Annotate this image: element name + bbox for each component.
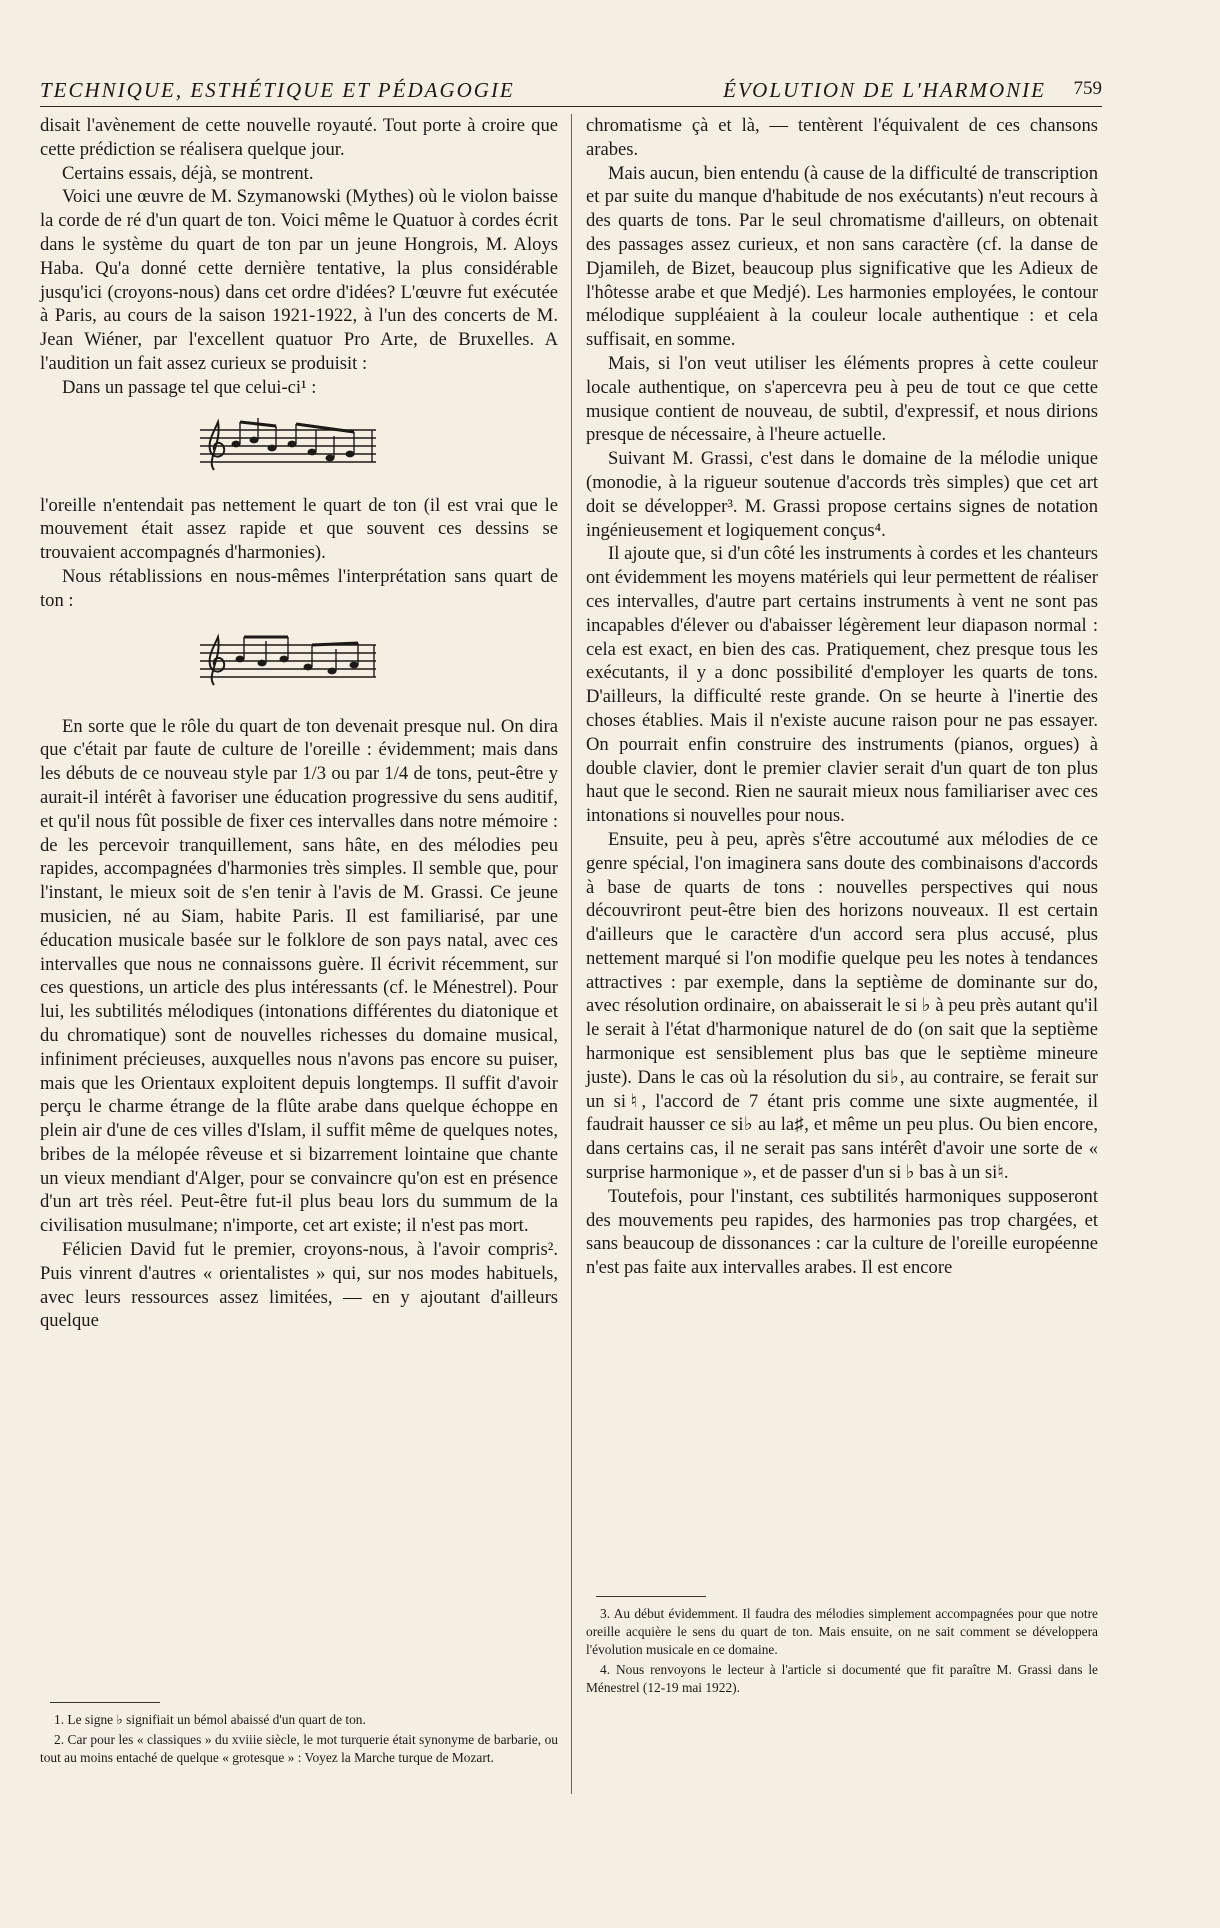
paragraph: Nous rétablissions en nous-mêmes l'interprétation sans quart de ton :: [40, 565, 558, 611]
footnotes-right: [586, 1596, 1098, 1699]
footnote-rule: [50, 1702, 160, 1703]
paragraph: Voici une œuvre de M. Szymanowski (Mythes) où le violon baisse la corde de ré d'un quart de ton. Voici même le Quatuor à cordes écrit dans le système du quart de ton par un jeune Hongrois, M. Aloys Haba. Qu'a donné cette dernière tentative, la plus considérable jusqu'ici (croyons-nous) dans cet ordre d'idées? L'œuvre fut exécutée à Paris, au cours de la saison 1921-1922, à l'un des concerts de M. Jean Wiéner, par l'excellent quatuor Pro Arte, de Bruxelles. A l'audition un fait assez curieux se produisit :: [40, 186, 558, 374]
paragraph: Ensuite, peu à peu, après s'être accoutumé aux mélodies de ce genre spécial, l'on imaginera sans doute des combinaisons d'accords à base de quarts de tons : nouvelles perspectives qui nous découvriront peut-être bien des horizons nouveaux. Il est certain d'ailleurs que le caractère d'un accord sera plus accusé, plus nettement marqué si l'on modifie quelque peu les notes à tendances attractives : par exemple, dans la septième de dominante sur do, avec résolution ordinaire, on abaisserait le si ♭ à peu près autant qu'il le serait à l'état d'harmonique naturel de do (on sait que la septième harmonique est sensiblement plus bas que le septième mineure juste). Dans le cas où la résolution du si♭, au contraire, se ferait sur un si♮, l'accord de 7 étant pris comme une sixte augmentée, il faudrait hausser ce si♭ au la♯, et même un peu plus. Ou bien encore, dans certains cas, il ne serait pas sans intérêt d'avoir une sorte de « surprise harmonique », et de passer d'un si ♭ bas à un si♮.: [586, 828, 1098, 1184]
paragraph: l'oreille n'entendait pas nettement le quart de ton (il est vrai que le mouvement était assez rapide et que souvent ces dessins se trouvaient accompagnés d'harmonies).: [40, 494, 558, 564]
music-example-1: [200, 414, 380, 482]
paragraph: Il ajoute que, si d'un côté les instruments à cordes et les chanteurs ont évidemment les moyens matériels qui leur permettent de réaliser ces intervalles, d'autre part certains instruments à vent ne sont pas incapables d'élever ou d'abaisser légèrement leur diapason normal : cela est exact, en bien des cas. Pratiquement, chez presque tous les exécutants, il y a donc possibilité d'employer les quarts de tons. D'ailleurs, la difficulté reste grande. On se heurte à l'inertie des choses établies. Mais il n'existe aucune raison pour ne pas essayer. On pourrait enfin construire des instruments (pianos, orgues) à double clavier, dont le premier clavier serait d'un quart de ton plus haut que le second. Rien ne saurait mieux nous familiariser avec ces intonations si nouvelles pour nous.: [586, 543, 1098, 827]
paragraph: Dans un passage tel que celui-ci¹ :: [62, 376, 317, 398]
footnote: 3. Au début évidemment. Il faudra des mélodies simplement accompagnées pour que notre oreille acquière le sens du quart de ton. Mais ensuite, on ne sait comment se développera l'évolution musicale en ce domaine.: [586, 1606, 1098, 1657]
paragraph: disait l'avènement de cette nouvelle royauté. Tout porte à croire que cette prédiction se réalisera quelque jour.: [40, 115, 558, 160]
music-example-2: [200, 629, 380, 697]
column-divider: [571, 114, 572, 1794]
header-right-title: ÉVOLUTION DE L'HARMONIE: [723, 78, 1046, 102]
paragraph: Certains essais, déjà, se montrent.: [62, 162, 314, 184]
paragraph: Suivant M. Grassi, c'est dans le domaine de la mélodie unique (monodie, à la rigueur soutenue d'accords très simples) que cet art doit se développer³. M. Grassi propose certains signes de notation ingénieusement et logiquement conçus⁴.: [586, 448, 1098, 541]
header-left-title: TECHNIQUE, ESTHÉTIQUE ET PÉDAGOGIE: [40, 78, 515, 102]
paragraph: Félicien David fut le premier, croyons-nous, à l'avoir compris². Puis vinrent d'autres « orientalistes » qui, sur nos modes habituels, avec leurs ressources assez limitées, — en y ajoutant d'ailleurs quelque: [40, 1239, 558, 1332]
footnotes-left: [40, 1702, 558, 1769]
paragraph: Mais, si l'on veut utiliser les éléments propres à cette couleur locale authentique, on s'apercevra peu à peu de tout ce que cette musique contient de nouveau, de subtil, d'expressif, et nous dirions presque de nécessaire, à l'heure actuelle.: [586, 352, 1098, 446]
paragraph: Mais aucun, bien entendu (à cause de la difficulté de transcription et par suite du manque d'habitude de nos exécutants) n'eut recours à des quarts de tons. Par le seul chromatisme d'ailleurs, on obtenait des passages assez curieux, et non sans caractère (cf. la danse de Djamileh, de Bizet, beaucoup plus significative que les Adieux de l'hôtesse arabe et que Medjé). Les harmonies employées, le contour mélodique suppléaient à la couleur locale authentique : et cela suffisait, en somme.: [586, 162, 1098, 351]
right-column: [586, 114, 1098, 1280]
footnote: 2. Car pour les « classiques » du xviiie siècle, le mot turquerie était synonyme de barbarie, ou tout au moins entaché de quelque « grotesque » : Voyez la Marche turque de Mozart.: [40, 1732, 558, 1765]
left-column: [40, 114, 558, 1333]
footnote-rule: [596, 1596, 706, 1597]
paragraph: Toutefois, pour l'instant, ces subtilités harmoniques supposeront des mouvements peu rapides, des harmonies pas trop chargées, et sans beaucoup de dissonances : car la culture de l'oreille européenne n'est pas faite aux intervalles arabes. Il est encore: [586, 1185, 1098, 1279]
paragraph: chromatisme çà et là, — tentèrent l'équivalent de ces chansons arabes.: [586, 115, 1098, 160]
running-header: [40, 78, 1102, 107]
paragraph: En sorte que le rôle du quart de ton devenait presque nul. On dira que c'était par faute de culture de l'oreille : évidemment; mais dans les débuts de ce nouveau style par 1/3 ou par 1/4 de tons, peut-être y aurait-il intérêt à favoriser une éducation progressive du sens auditif, et qu'il nous fût possible de fixer ces intervalles dans notre mémoire : de les percevoir tranquillement, sans hâte, en des mélodies peu rapides, accompagnées d'harmonies très simples. Il semble que, pour l'instant, le mieux soit de s'en tenir à l'avis de M. Grassi. Ce jeune musicien, né au Siam, habite Paris. Il est familiarisé, par une éducation musicale basée sur le folklore de son pays natal, avec ces intervalles que nous ne connaissons guère. Il écrivit récemment, sur ces questions, un article des plus intéressants (cf. le Ménestrel). Pour lui, les subtilités mélodiques (intonations différentes du diatonique et du chromatique) sont de nouvelles richesses du domaine musical, infiniment précieuses, auxquelles nous n'avons pas encore su puiser, mais que les Orientaux exploitent depuis longtemps. Il suffit d'avoir perçu le charme étrange de la flûte arabe dans quelque échoppe en plein air d'une de ces villes d'Islam, il suffit même de quelques notes, bribes de la mélopée rêveuse et si bizarrement lointaine que chante un vieux mendiant d'Alger, pour se convaincre qu'on est en présence d'un art très réel. Peut-être fut-il plus beau lors du summum de la civilisation musulmane; n'importe, cet art existe; il n'est pas mort.: [40, 715, 558, 1237]
footnote: 4. Nous renvoyons le lecteur à l'article si documenté que fit paraître M. Grassi dans le Ménestrel (12-19 mai 1922).: [586, 1662, 1098, 1695]
page-number: 759: [1073, 78, 1102, 99]
footnote: 1. Le signe ♭ signifiait un bémol abaissé d'un quart de ton.: [54, 1712, 366, 1727]
